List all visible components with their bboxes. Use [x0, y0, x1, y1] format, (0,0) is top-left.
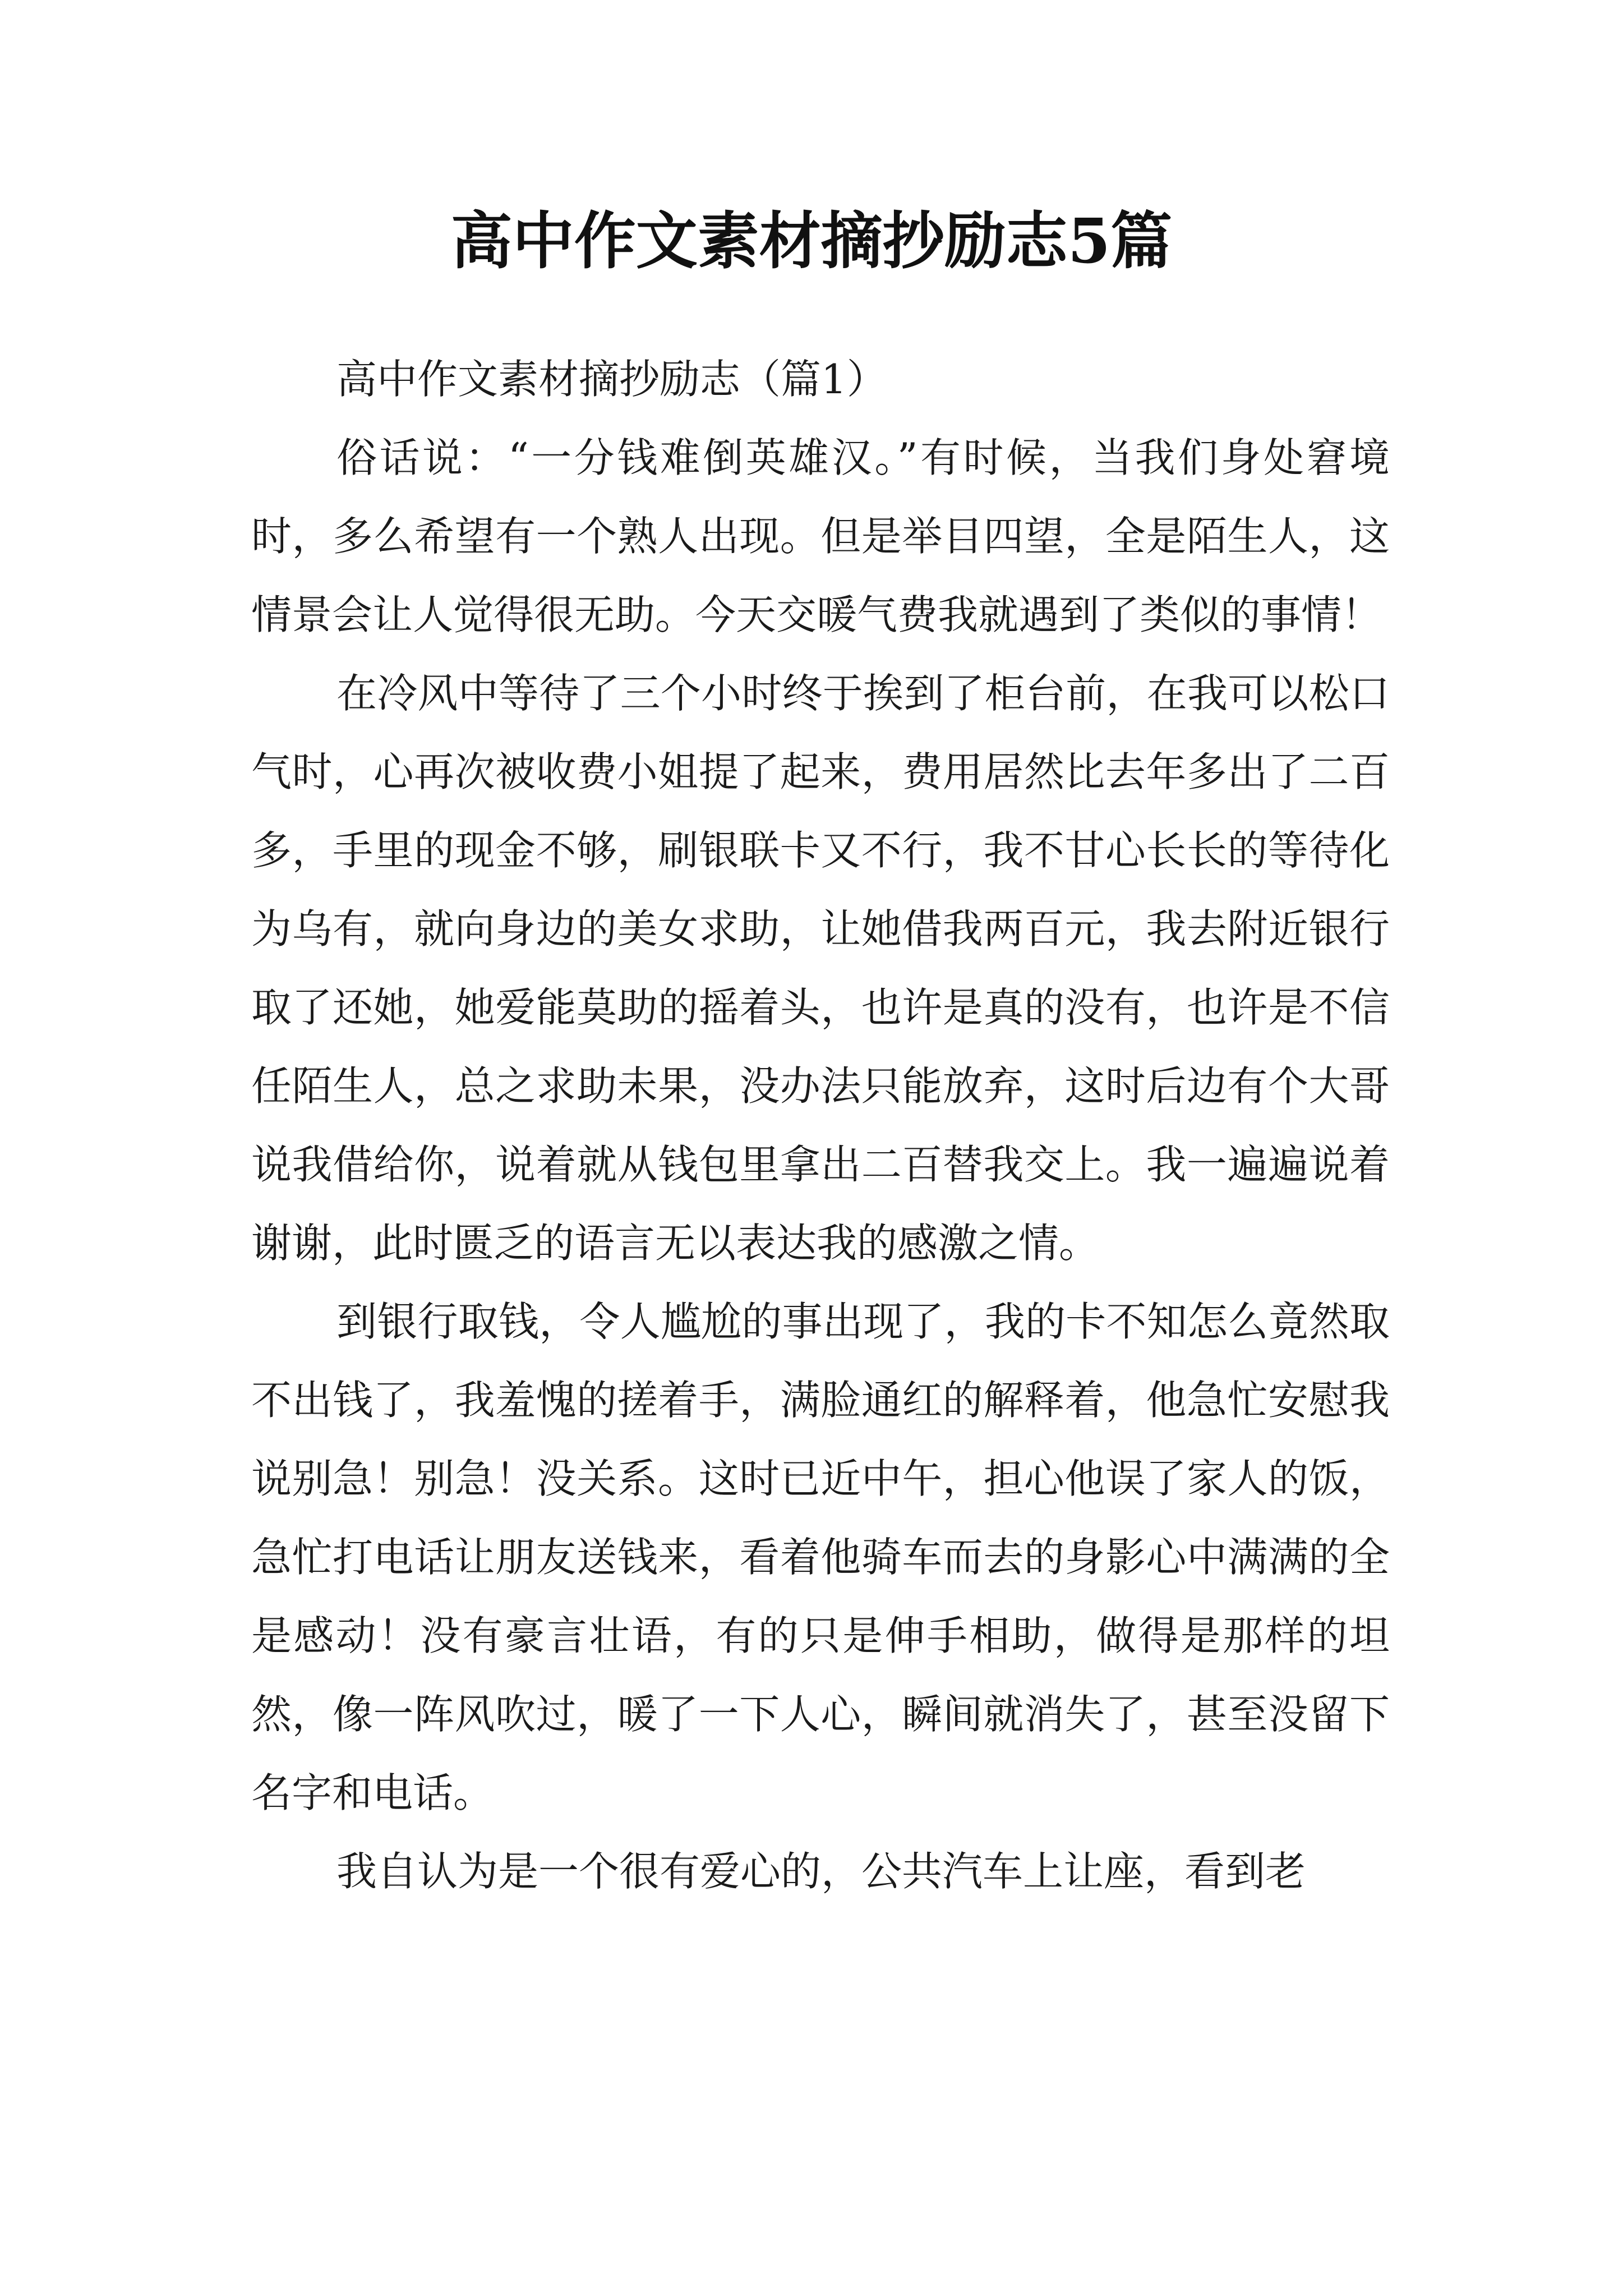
- paragraph-2: 在冷风中等待了三个小时终于挨到了柜台前，在我可以松口气时，心再次被收费小姐提了起来，费用居然比去年多出了二百多，手里的现金不够，刷银联卡又不行，我不甘心长长的等待化为乌有，就向身边的美女求助，让她借我两百元，我去附近银行取了还她，她爱能莫助的摇着头，也许是真的没有，也许是不信任陌生人，总之求助未果，没办法只能放弃，这时后边有个大哥说我借给你，说着就从钱包里拿出二百替我交上。我一遍遍说着谢谢，此时匮乏的语言无以表达我的感激之情。: [251, 670, 1390, 1267]
- paragraph-1: 俗话说：“一分钱难倒英雄汉。”有时候，当我们身处窘境时，多么希望有一个熟人出现。但是举目四望，全是陌生人，这情景会让人觉得很无助。今天交暖气费我就遇到了类似的事情！: [251, 434, 1390, 638]
- paragraph-4: 我自认为是一个很有爱心的，公共汽车上让座，看到老: [336, 1848, 1306, 1895]
- document-body: [251, 340, 1390, 1911]
- section-heading: 高中作文素材摘抄励志（篇1）: [336, 356, 887, 403]
- paragraph-3: 到银行取钱，令人尴尬的事出现了，我的卡不知怎么竟然取不出钱了，我羞愧的搓着手，满脸通红的解释着，他急忙安慰我说别急！别急！没关系。这时已近中午，担心他误了家人的饭，急忙打电话让朋友送钱来，看着他骑车而去的身影心中满满的全是感动！没有豪言壮语，有的只是伸手相助，做得是那样的坦然，像一阵风吹过，暖了一下人心，瞬间就消失了，甚至没留下名字和电话。: [251, 1298, 1390, 1816]
- document-title: 高中作文素材摘抄励志5篇: [450, 205, 1173, 277]
